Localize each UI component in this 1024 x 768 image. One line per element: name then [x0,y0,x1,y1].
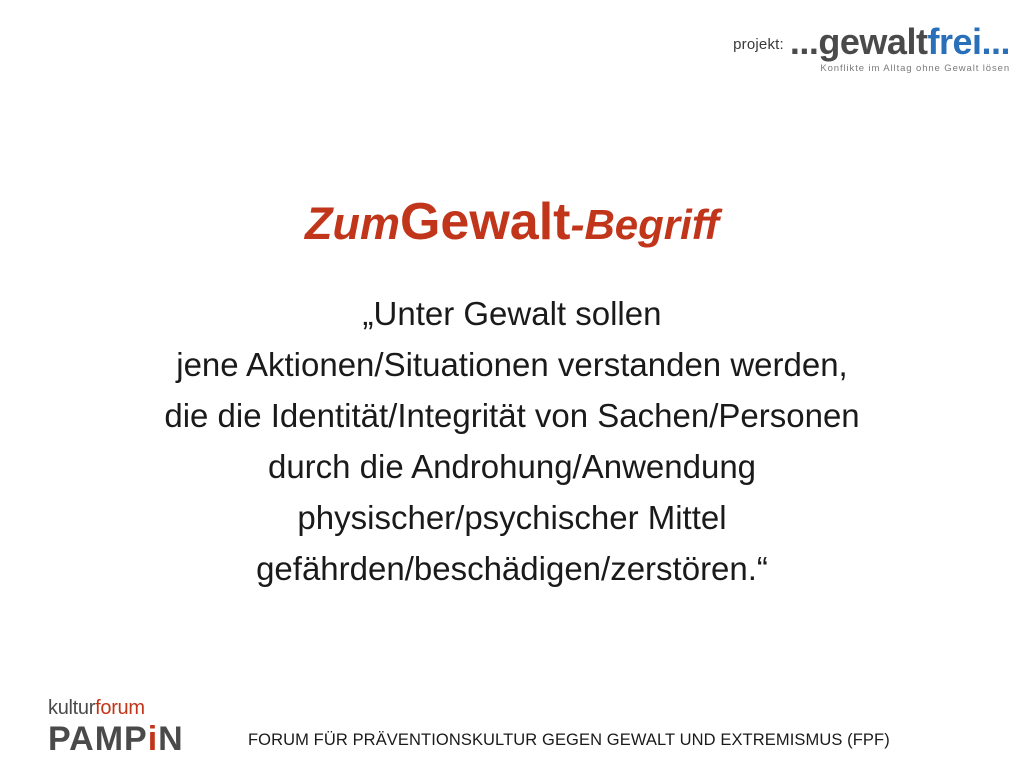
project-logo-dots-right: ... [981,21,1010,62]
page-title-gewalt: Gewalt [399,193,571,251]
project-logo-prefix: projekt: [733,36,784,53]
project-logo-wordmark [789,21,1010,74]
quote-line: gefährden/beschädigen/zerstören.“ [256,550,768,587]
project-logo-dots-left: ... [789,21,819,62]
kulturforum-logo-top [48,698,184,718]
page-title-begriff: -Begriff [570,201,720,248]
quote-line: physischer/psychischer Mittel [297,499,727,536]
quote-line: durch die Androhung/Anwendung [267,448,757,485]
project-logo-word-frei: frei [927,21,982,62]
kulturforum-logo-kultur: kultur [48,697,96,719]
quote-line: jene Aktionen/Situationen verstanden werden, [176,346,848,383]
project-logo-word-gewalt: gewalt [818,21,928,62]
project-logo-tagline: Konflikte im Alltag ohne Gewalt lösen [820,63,1010,74]
project-logo [733,21,1010,74]
quote-line: die die Identität/Integrität von Sachen/Personen [164,397,860,434]
kulturforum-logo-bottom [48,722,184,756]
quote-block [0,288,1024,594]
page-title-zum: Zum [304,198,400,249]
kulturforum-logo-n: N [158,720,184,758]
kulturforum-logo-pamp: PAMP [48,720,148,758]
quote-line: „Unter Gewalt sollen [362,295,662,332]
kulturforum-logo [48,698,184,756]
page-title [0,193,1024,251]
kulturforum-logo-i: i [147,720,159,758]
kulturforum-logo-forum: forum [95,697,145,719]
project-logo-word [789,21,1010,62]
footer-caption: FORUM FÜR PRÄVENTIONSKULTUR GEGEN GEWALT UND EXTREMISMUS (FPF) [248,731,890,749]
